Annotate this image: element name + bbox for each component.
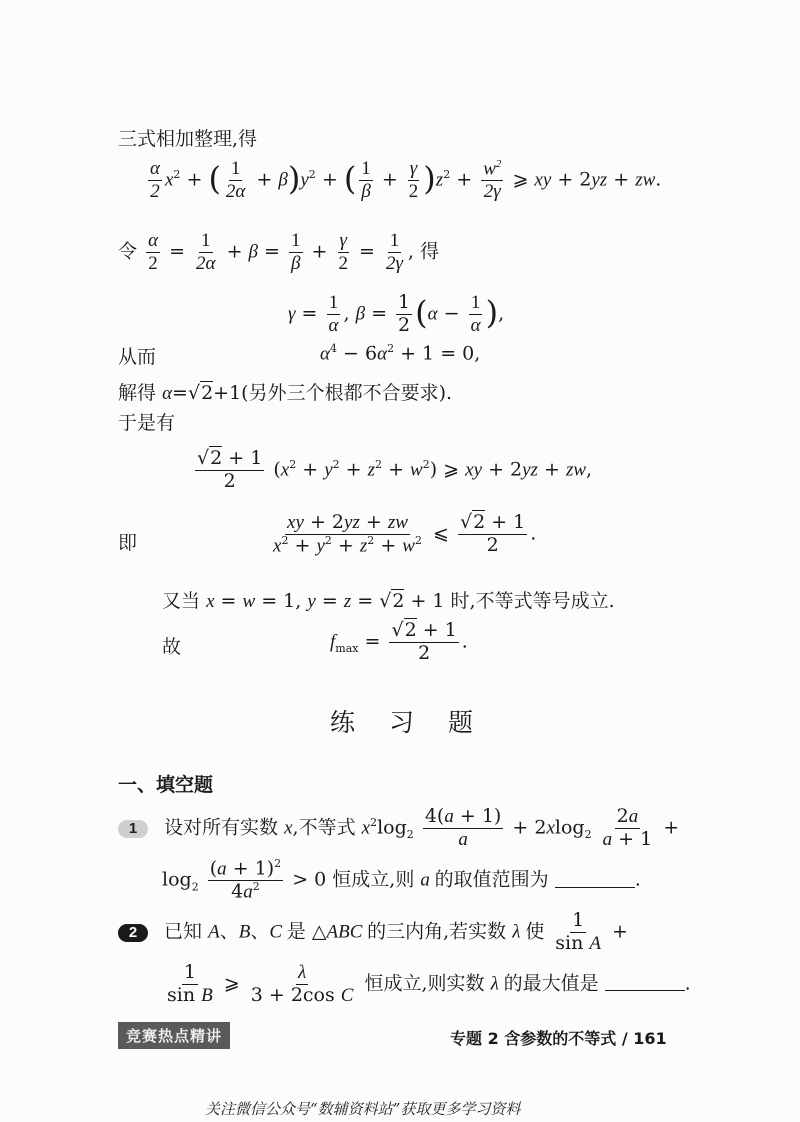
- i-e-label: 即: [118, 532, 138, 554]
- question-1-line-2: $\log_2$ $\frac{(a + 1)^2}{4a^2}$ > 0 恒成立,则 a 的取值范围为 .: [162, 857, 641, 903]
- derivation-intro: 三式相加整理,得: [118, 128, 258, 150]
- question-2-line-1: 2 已知 A、B、C 是 △ABC 的三内角,若实数 λ 使 $\frac{1}{\text{sin A}}$ +: [118, 910, 628, 955]
- page-number: 161: [633, 1029, 667, 1048]
- equation-gamma-beta: γ = $\frac{1}{\alpha}$ , β = $\frac{1}{2}$ (α − $\frac{1}{\alpha}$ ),: [288, 291, 505, 336]
- question-1-number: 1: [118, 820, 148, 838]
- therefore-line: 从而: [118, 346, 157, 368]
- bottom-wechat-note: 关注微信公众号“数辅资料站”获取更多学习资料: [205, 1100, 521, 1118]
- equation-ratio: $\frac{xy + 2yz + zw}{x^2 + y^2 + z^2 + w^2}$ ⩽ $\frac{√2 + 1}{2}$ .: [273, 511, 537, 557]
- fill-blank-heading: 一、填空题: [118, 774, 214, 796]
- equation-fmax: $f_{max}$ = $\frac{√2 + 1}{2}$ .: [330, 619, 468, 664]
- hence-label: 故: [162, 636, 182, 658]
- question-2-line-2: $\frac{1}{\text{sin B}}$ ⩾ $\frac{\lambda}{\text{3 + 2cos C}}$ 恒成立,则实数 λ 的最大值是 .: [167, 961, 691, 1006]
- footer-series-tag: 竞赛热点精讲: [118, 1022, 230, 1049]
- equation-sum: $\frac{\alpha}{2}$ $x^2$ + ( $\frac{1}{2\alpha}$ + $\beta)y^2$ + ( $\frac{1}{\beta}$ + $\frac{\gamma}{2}$ )$z^2$ + $\frac{w^2}{2\gamma}$ ⩾ xy + 2yz + zw.: [150, 158, 662, 203]
- equation-main-ineq: $\frac{√2 + 1}{2}$ $(x^2 + y^2 + z^2 + w^2)$ ⩾ xy + 2yz + zw,: [197, 447, 593, 492]
- equation-let: 令 $\frac{\alpha}{2}$ = $\frac{1}{2\alpha}$ + β = $\frac{1}{\beta}$ + $\frac{\gamma}{2}$ = $\frac{1}{2\gamma}$ , 得: [118, 230, 440, 274]
- equality-line: 又当 x = w = 1, y = z = √2 + 1 时,不等式等号成立.: [162, 590, 615, 612]
- footer-running-head: 专题 2 含参数的不等式 / 161: [450, 1029, 667, 1048]
- question-2-number: 2: [118, 924, 148, 942]
- so-line: 于是有: [118, 412, 176, 434]
- question-1-line-1: 1 设对所有实数 x,不等式 $x^2\log_2$ $\frac{4(a + 1)}{a}$ + 2xlog$_2$ $\frac{2a}{a + 1}$ +: [118, 806, 679, 851]
- solve-line: 解得 α=√2+1(另外三个根都不合要求).: [118, 382, 453, 404]
- answer-blank-1[interactable]: [555, 869, 635, 888]
- equation-quartic: $\alpha^4 - 6\alpha^2 + 1 = 0$,: [320, 342, 481, 365]
- answer-blank-2[interactable]: [605, 972, 685, 991]
- section-title: 练习题: [330, 708, 508, 737]
